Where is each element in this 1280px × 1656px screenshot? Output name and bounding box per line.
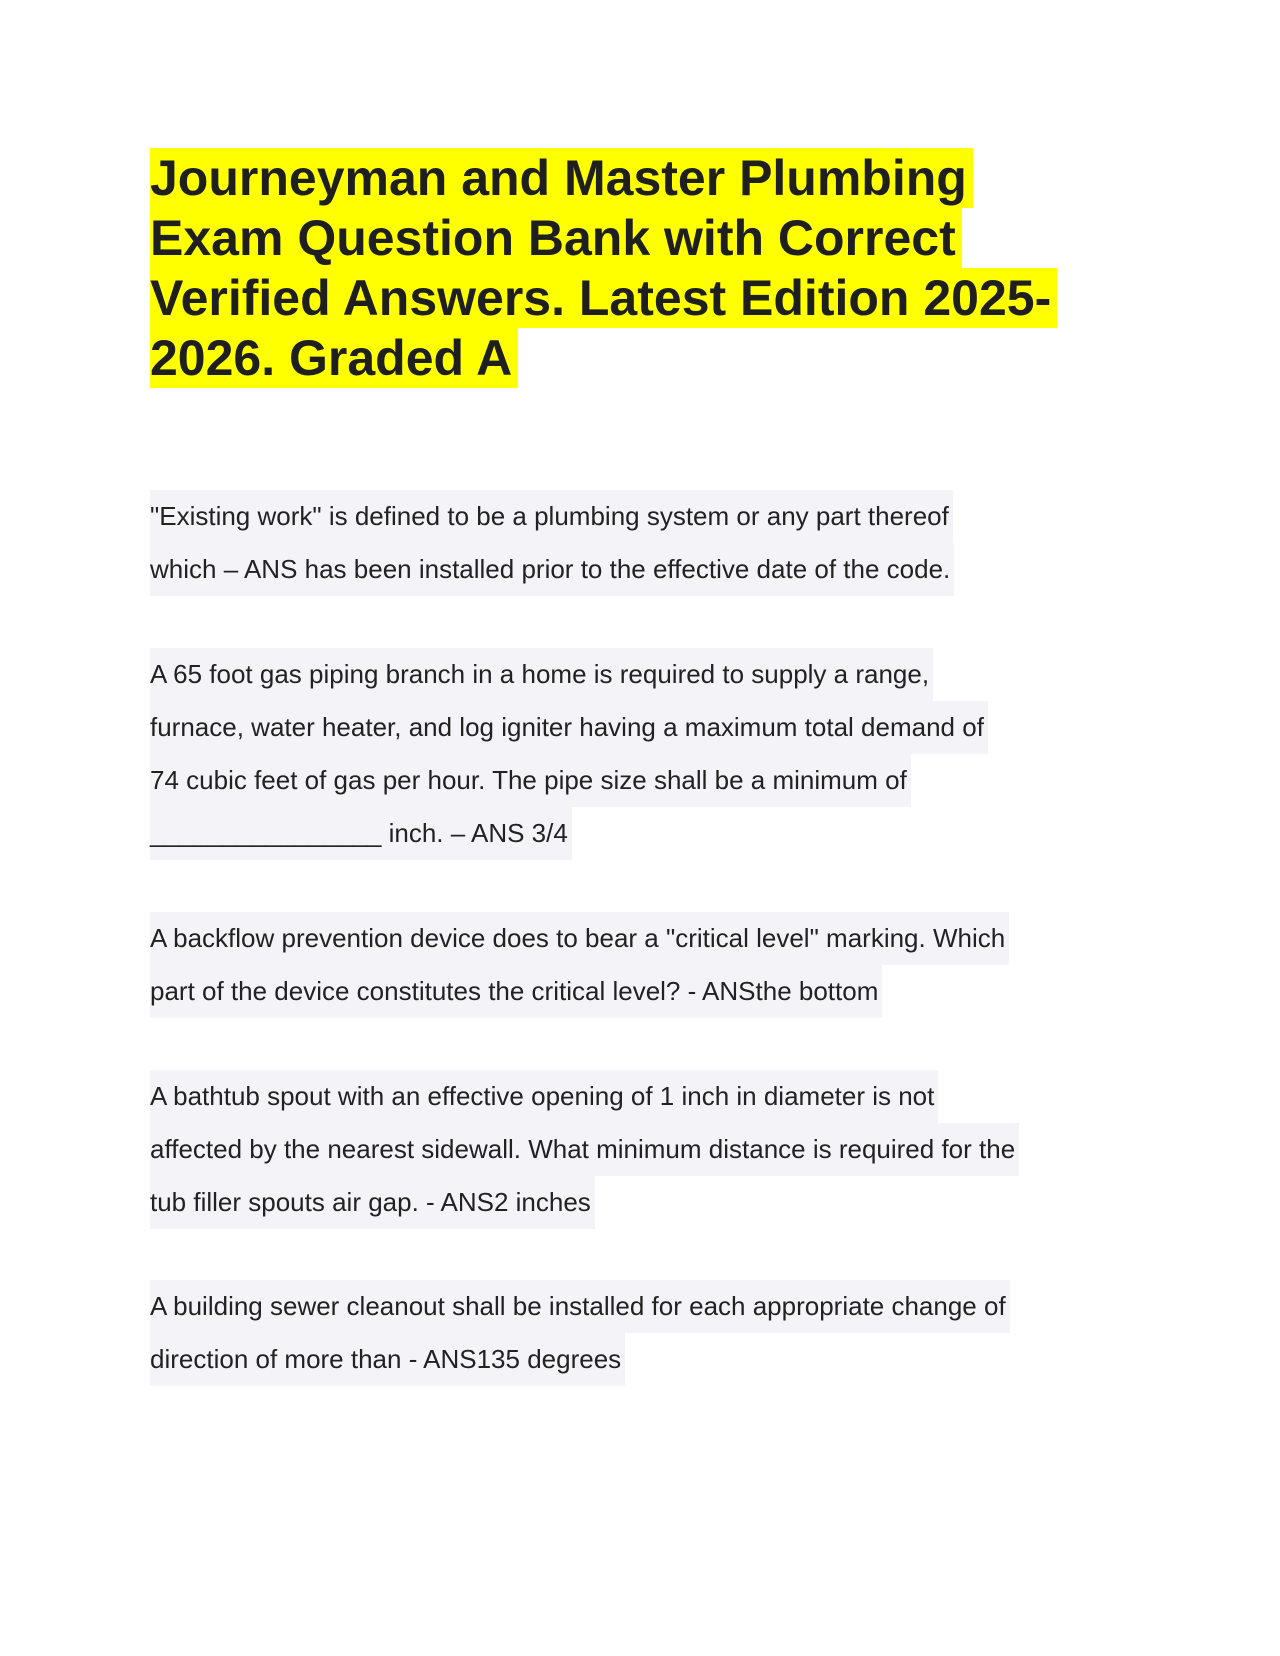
qa-item-bathtub-spout xyxy=(150,1070,1150,1229)
title-line: 2026. Graded A xyxy=(150,328,518,388)
qa-line: which – ANS has been installed prior to the effective date of the code. xyxy=(150,543,954,596)
qa-line: part of the device constitutes the critical level? - ANSthe bottom xyxy=(150,965,882,1018)
qa-line: A 65 foot gas piping branch in a home is required to supply a range, xyxy=(150,648,933,701)
title-line: Journeyman and Master Plumbing xyxy=(150,148,973,208)
qa-line: furnace, water heater, and log igniter having a maximum total demand of xyxy=(150,701,988,754)
qa-line: tub filler spouts air gap. - ANS2 inches xyxy=(150,1176,595,1229)
qa-line: 74 cubic feet of gas per hour. The pipe size shall be a minimum of xyxy=(150,754,911,807)
qa-item-gas-piping xyxy=(150,648,1150,860)
title-line: Verified Answers. Latest Edition 2025- xyxy=(150,268,1057,328)
qa-item-existing-work xyxy=(150,490,1150,596)
qa-item-backflow xyxy=(150,912,1150,1018)
title-line: Exam Question Bank with Correct xyxy=(150,208,962,268)
qa-line: ________________ inch. – ANS 3/4 xyxy=(150,807,572,860)
qa-line: A building sewer cleanout shall be installed for each appropriate change of xyxy=(150,1280,1010,1333)
qa-line: "Existing work" is defined to be a plumbing system or any part thereof xyxy=(150,490,953,543)
qa-line: affected by the nearest sidewall. What minimum distance is required for the xyxy=(150,1123,1019,1176)
qa-item-sewer-cleanout xyxy=(150,1280,1150,1386)
document-title xyxy=(150,148,1070,388)
qa-line: direction of more than - ANS135 degrees xyxy=(150,1333,625,1386)
qa-line: A backflow prevention device does to bear a "critical level" marking. Which xyxy=(150,912,1009,965)
qa-line: A bathtub spout with an effective opening of 1 inch in diameter is not xyxy=(150,1070,938,1123)
